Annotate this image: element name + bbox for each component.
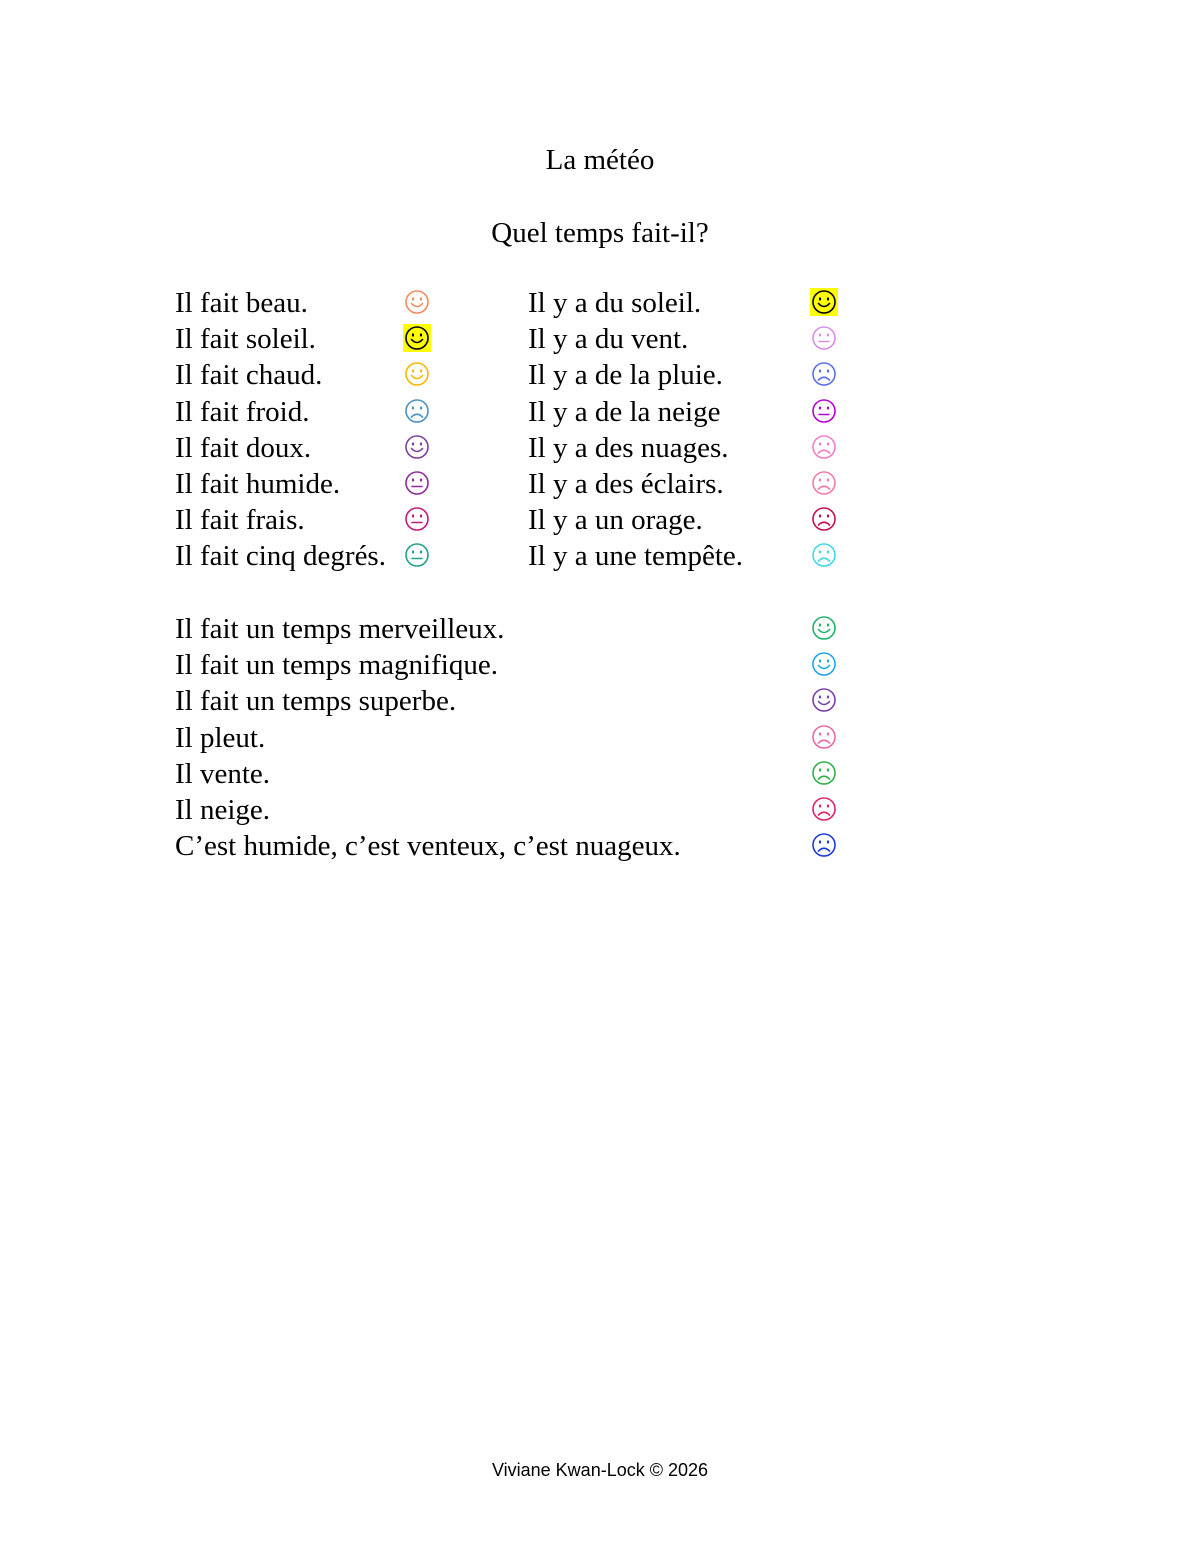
phrase-row (528, 430, 848, 466)
phrase-text: Il fait froid. (175, 395, 310, 428)
phrase-row (175, 394, 445, 430)
smiley-sad-icon (810, 831, 838, 859)
phrase-text: Il y a un orage. (528, 504, 703, 537)
bottom-phrase-list (175, 611, 875, 864)
phrase-text: Il pleut. (175, 721, 266, 754)
smiley-sad-icon (810, 433, 838, 461)
phrase-row (528, 394, 848, 430)
phrase-text: Il y a des nuages. (528, 431, 729, 464)
phrase-text: Il fait un temps merveilleux. (175, 613, 505, 645)
phrase-text: Il y a du vent. (528, 323, 689, 356)
phrase-row (175, 357, 445, 393)
smiley-happy-icon (403, 360, 431, 388)
smiley-neutral-icon (810, 397, 838, 425)
smiley-neutral-icon (403, 505, 431, 533)
left-phrase-column (175, 285, 445, 575)
smiley-happy-icon (810, 650, 838, 678)
phrase-row (175, 285, 445, 321)
phrase-text: Il fait doux. (175, 431, 312, 464)
smiley-happy-icon (810, 686, 838, 714)
phrase-text: Il fait frais. (175, 504, 305, 537)
phrase-row (175, 792, 875, 828)
phrase-text: Il y a une tempête. (528, 540, 743, 573)
smiley-sad-icon (810, 360, 838, 388)
phrase-row (175, 466, 445, 502)
phrase-row (528, 538, 848, 574)
phrase-row (175, 756, 875, 792)
phrase-text: Il y a de la pluie. (528, 359, 723, 392)
smiley-sad-icon (403, 397, 431, 425)
phrase-text: Il vente. (175, 757, 271, 790)
phrase-text: Il fait chaud. (175, 359, 323, 392)
phrase-row (528, 357, 848, 393)
smiley-sad-icon (810, 759, 838, 787)
phrase-row (175, 720, 875, 756)
smiley-sad-icon (810, 723, 838, 751)
phrase-text: Il fait un temps magnifique. (175, 649, 498, 682)
smiley-sad-icon (810, 469, 838, 497)
smiley-happy-icon (810, 288, 838, 316)
smiley-happy-icon (403, 433, 431, 461)
smiley-sad-icon (810, 795, 838, 823)
phrase-row (528, 502, 848, 538)
right-phrase-column (528, 285, 848, 575)
smiley-happy-icon (810, 614, 838, 642)
page-subtitle: Quel temps fait-il? (491, 217, 709, 249)
phrase-text: Il y a des éclairs. (528, 467, 724, 500)
phrase-text: Il fait un temps superbe. (175, 685, 457, 718)
page-title: La météo (545, 144, 655, 176)
smiley-neutral-icon (403, 541, 431, 569)
phrase-row (528, 285, 848, 321)
smiley-sad-icon (810, 505, 838, 533)
phrase-row (175, 683, 875, 719)
phrase-text: Il fait humide. (175, 467, 341, 500)
phrase-text: Il fait beau. (175, 287, 308, 319)
phrase-row (175, 611, 875, 647)
phrase-row (175, 828, 875, 864)
phrase-text: Il neige. (175, 793, 271, 826)
phrase-row (175, 538, 445, 574)
footer-copyright: Viviane Kwan-Lock © 2026 (491, 1460, 709, 1480)
phrase-row (175, 430, 445, 466)
smiley-happy-icon (403, 288, 431, 316)
smiley-neutral-icon (810, 324, 838, 352)
smiley-sad-icon (810, 541, 838, 569)
smiley-neutral-icon (403, 469, 431, 497)
phrase-row (175, 321, 445, 357)
phrase-row (175, 647, 875, 683)
phrase-row (175, 502, 445, 538)
phrase-text: Il y a de la neige (528, 395, 721, 428)
smiley-happy-icon (403, 324, 431, 352)
phrase-text: Il fait soleil. (175, 323, 316, 356)
phrase-text: C’est humide, c’est venteux, c’est nuageux. (175, 830, 681, 863)
phrase-text: Il fait cinq degrés. (175, 540, 386, 573)
phrase-row (528, 466, 848, 502)
phrase-row (528, 321, 848, 357)
phrase-text: Il y a du soleil. (528, 287, 702, 319)
